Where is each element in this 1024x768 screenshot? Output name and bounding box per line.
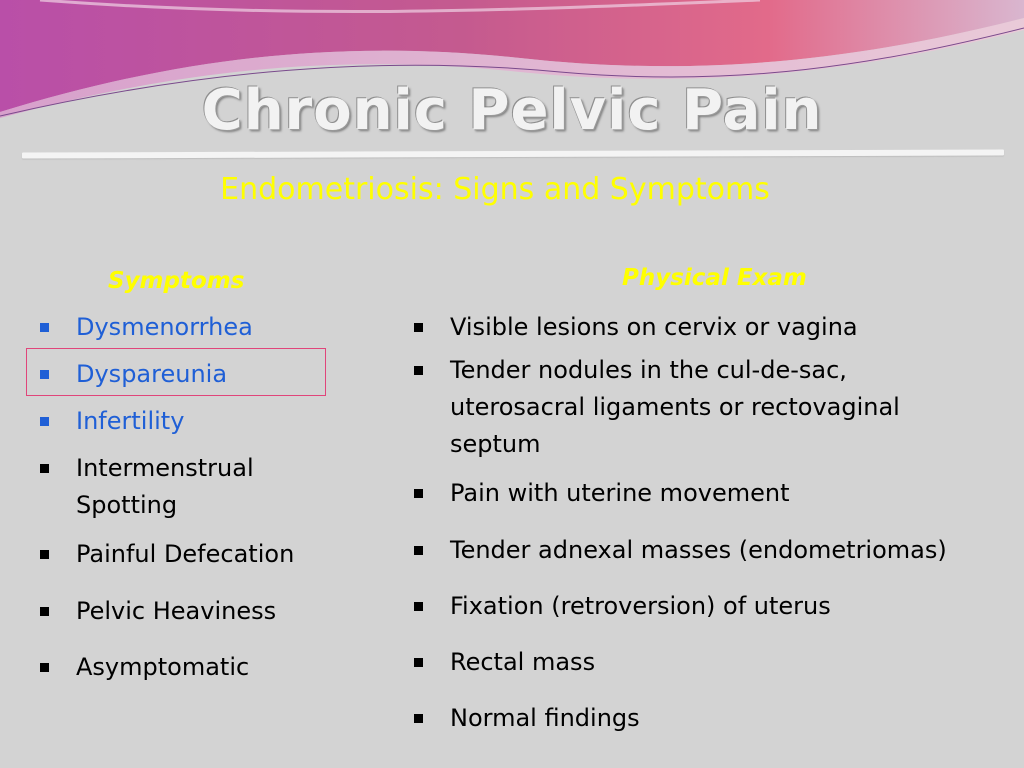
- square-bullet-icon: [414, 658, 423, 667]
- list-item-label: Asymptomatic: [76, 653, 250, 681]
- list-item: [36, 450, 336, 524]
- list-item-label: Rectal mass: [450, 648, 596, 676]
- square-bullet-icon: [40, 464, 49, 473]
- list-item-label: Visible lesions on cervix or vagina: [450, 313, 858, 341]
- list-item-label: Tender adnexal masses (endometriomas): [450, 536, 947, 564]
- list-item-label: Pelvic Heaviness: [76, 597, 277, 625]
- list-item-label: Infertility: [76, 407, 185, 435]
- list-item: [410, 475, 1010, 512]
- square-bullet-icon: [414, 323, 423, 332]
- square-bullet-icon: [40, 417, 49, 426]
- list-item: [410, 644, 1010, 681]
- square-bullet-icon: [414, 546, 423, 555]
- square-bullet-icon: [40, 663, 49, 672]
- list-item: [36, 649, 366, 686]
- list-item[interactable]: [36, 403, 366, 440]
- list-item-label: Dyspareunia: [76, 360, 228, 388]
- list-item: [410, 700, 1010, 737]
- symptoms-heading: Symptoms: [108, 268, 245, 294]
- list-item-label: Tender nodules in the cul-de-sac, uterosacral ligaments or rectovaginal septum: [450, 356, 900, 458]
- square-bullet-icon: [414, 714, 423, 723]
- physical-exam-list: [410, 309, 1010, 737]
- square-bullet-icon: [40, 370, 49, 379]
- list-item[interactable]: [36, 356, 366, 393]
- physical-exam-heading: Physical Exam: [622, 265, 807, 291]
- list-item-label: Dysmenorrhea: [76, 313, 253, 341]
- square-bullet-icon: [40, 607, 49, 616]
- square-bullet-icon: [414, 602, 423, 611]
- list-item: [410, 309, 1010, 346]
- slide-subtitle: Endometriosis: Signs and Symptoms: [220, 172, 770, 207]
- symptoms-list: [36, 309, 366, 686]
- list-item: [36, 593, 366, 630]
- title-divider: [22, 149, 1004, 158]
- list-item-label: Intermenstrual Spotting: [76, 454, 254, 519]
- square-bullet-icon: [414, 366, 423, 375]
- slide-title: Chronic Pelvic Pain: [201, 78, 823, 143]
- list-item-label: Fixation (retroversion) of uterus: [450, 592, 831, 620]
- list-item: [410, 588, 1010, 625]
- square-bullet-icon: [40, 550, 49, 559]
- square-bullet-icon: [40, 323, 49, 332]
- list-item: [410, 352, 960, 463]
- list-item[interactable]: [36, 309, 366, 346]
- list-item-label: Painful Defecation: [76, 540, 295, 568]
- list-item: [36, 536, 366, 573]
- list-item-label: Pain with uterine movement: [450, 479, 790, 507]
- list-item: [410, 532, 1010, 569]
- square-bullet-icon: [414, 489, 423, 498]
- list-item-label: Normal findings: [450, 704, 640, 732]
